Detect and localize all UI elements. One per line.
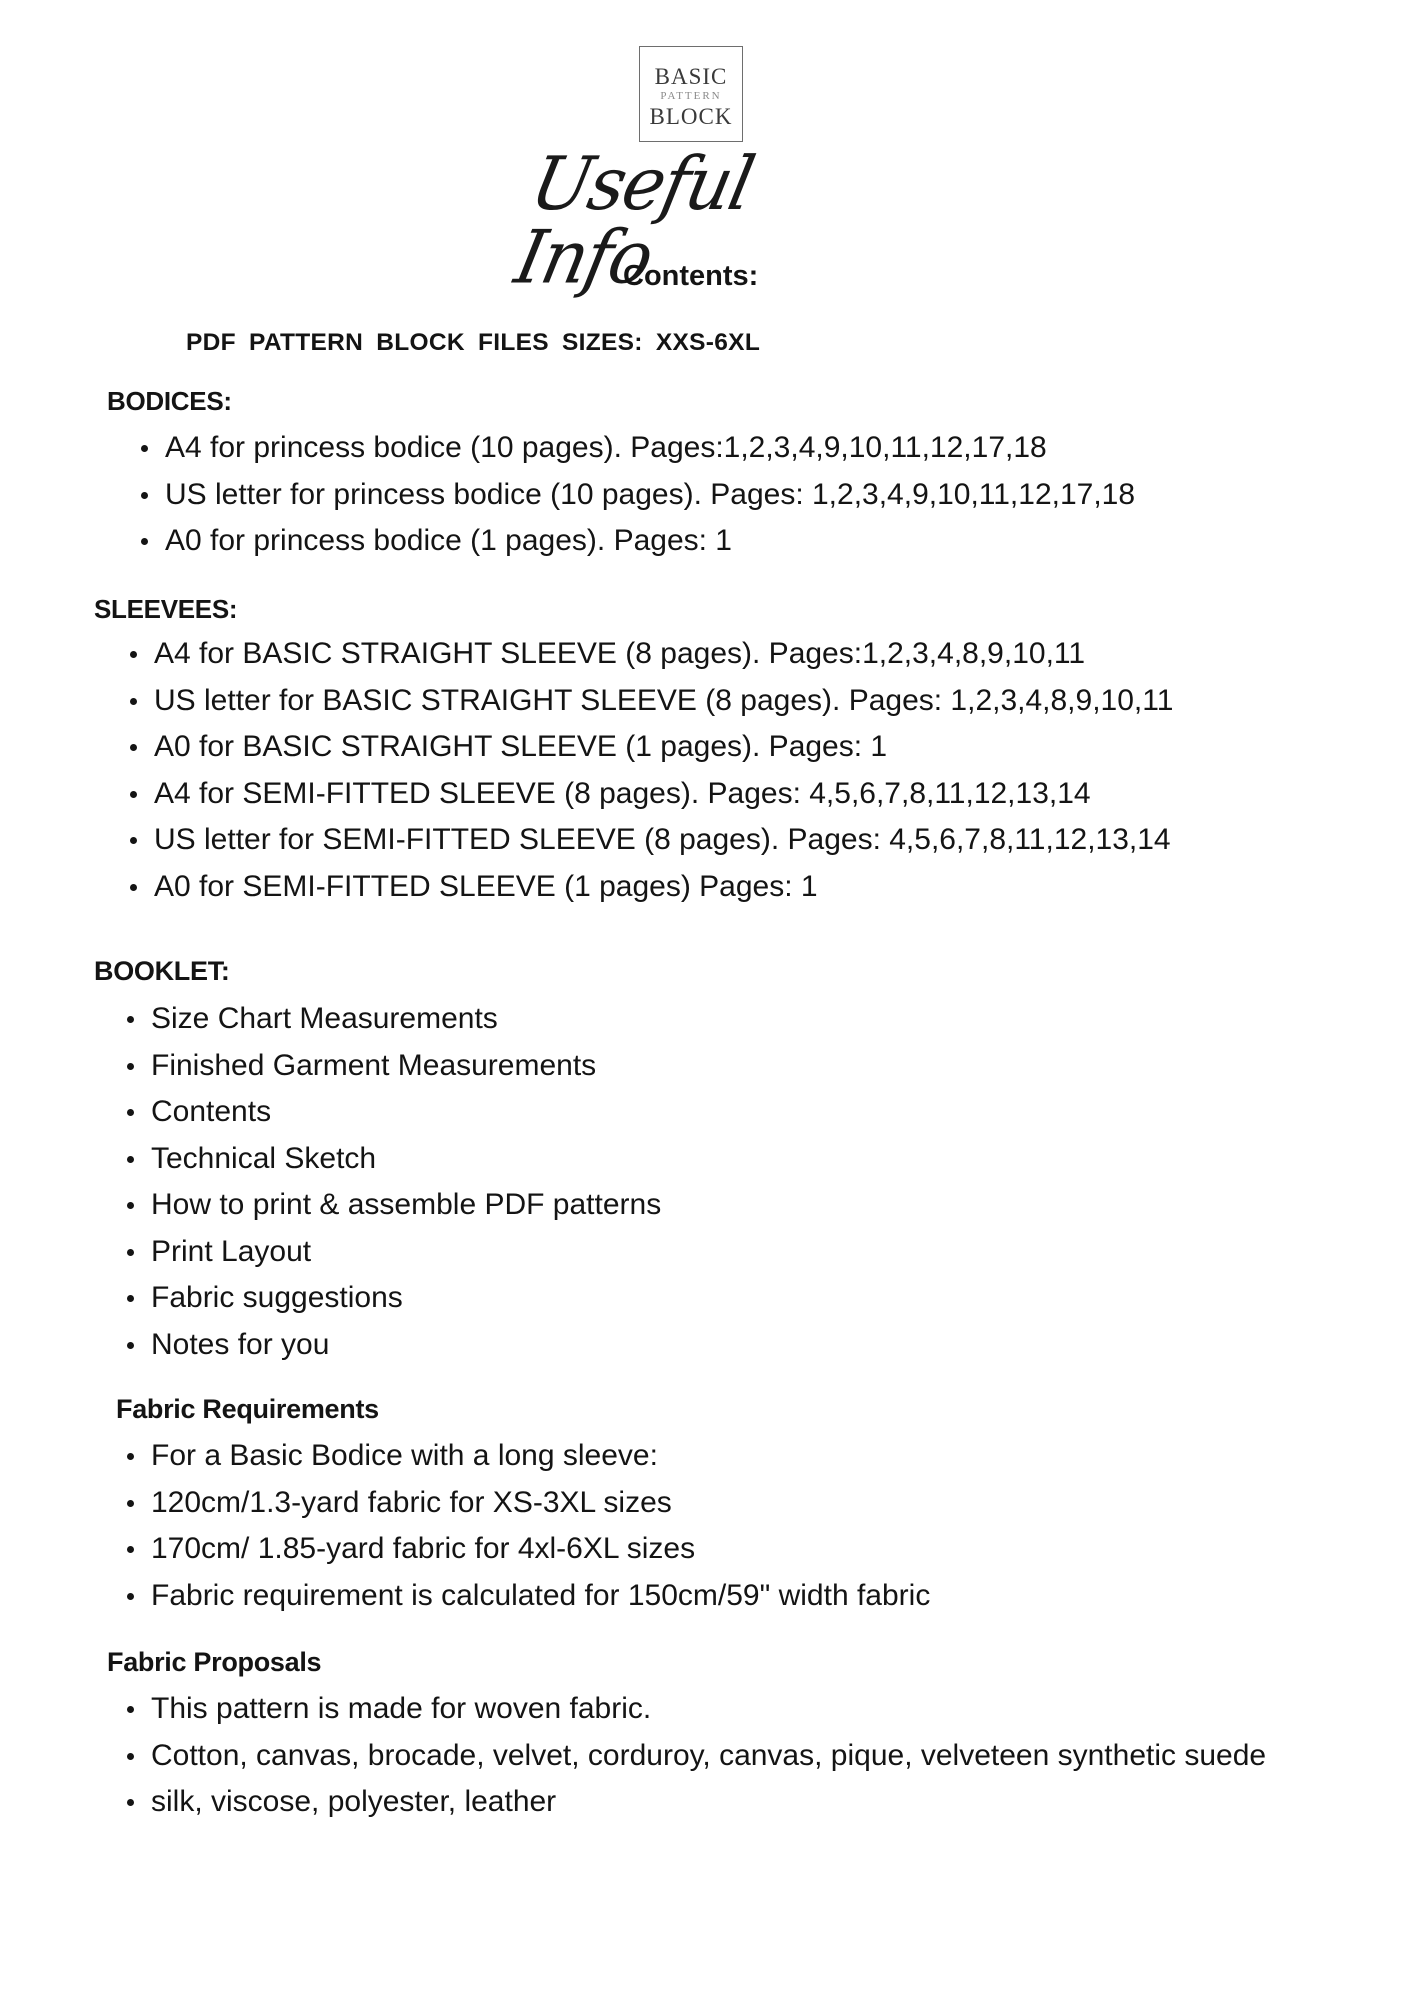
list-item: US letter for BASIC STRAIGHT SLEEVE (8 pages). Pages: 1,2,3,4,8,9,10,11 bbox=[154, 678, 1173, 725]
list-item: Size Chart Measurements bbox=[151, 996, 661, 1043]
logo-line-pattern: PATTERN bbox=[660, 90, 722, 102]
list-item: A4 for SEMI-FITTED SLEEVE (8 pages). Pages: 4,5,6,7,8,11,12,13,14 bbox=[154, 771, 1173, 818]
fabric-proposals-list bbox=[151, 1686, 1276, 1826]
list-item: Notes for you bbox=[151, 1322, 661, 1369]
list-item: Finished Garment Measurements bbox=[151, 1043, 661, 1090]
list-item: A4 for BASIC STRAIGHT SLEEVE (8 pages). Pages:1,2,3,4,8,9,10,11 bbox=[154, 631, 1173, 678]
list-item: Fabric requirement is calculated for 150cm/59" width fabric bbox=[151, 1573, 930, 1620]
list-item: A0 for princess bodice (1 pages). Pages: 1 bbox=[165, 518, 1135, 565]
section-heading-booklet: BOOKLET: bbox=[94, 956, 230, 986]
logo-line-block: BLOCK bbox=[649, 104, 733, 129]
list-item: Print Layout bbox=[151, 1229, 661, 1276]
list-item: A0 for SEMI-FITTED SLEEVE (1 pages) Pages: 1 bbox=[154, 864, 1173, 911]
section-heading-sleeves: SLEEVEES: bbox=[94, 594, 238, 624]
section-heading-bodices: BODICES: bbox=[107, 386, 232, 416]
script-title: Useful Info bbox=[508, 140, 760, 301]
list-item: Technical Sketch bbox=[151, 1136, 661, 1183]
list-item: How to print & assemble PDF patterns bbox=[151, 1182, 661, 1229]
fabric-requirements-list bbox=[151, 1433, 930, 1619]
list-item: A4 for princess bodice (10 pages). Pages:1,2,3,4,9,10,11,12,17,18 bbox=[165, 425, 1135, 472]
bodices-list bbox=[165, 425, 1135, 565]
list-item: Contents bbox=[151, 1089, 661, 1136]
list-item: US letter for SEMI-FITTED SLEEVE (8 pages). Pages: 4,5,6,7,8,11,12,13,14 bbox=[154, 817, 1173, 864]
list-item: 170cm/ 1.85-yard fabric for 4xl-6XL sizes bbox=[151, 1526, 930, 1573]
sleeves-list bbox=[154, 631, 1173, 910]
section-heading-fabric-requirements: Fabric Requirements bbox=[116, 1394, 379, 1424]
list-item: Cotton, canvas, brocade, velvet, corduroy, canvas, pique, velveteen synthetic suede bbox=[151, 1733, 1276, 1780]
page-title: Contents: bbox=[623, 260, 759, 292]
booklet-list bbox=[151, 996, 661, 1368]
brand-logo bbox=[639, 46, 743, 142]
list-item: silk, viscose, polyester, leather bbox=[151, 1779, 1276, 1826]
section-heading-fabric-proposals: Fabric Proposals bbox=[107, 1647, 322, 1677]
list-item: A0 for BASIC STRAIGHT SLEEVE (1 pages). Pages: 1 bbox=[154, 724, 1173, 771]
page-subtitle: PDF PATTERN BLOCK FILES SIZES: XXS-6XL bbox=[186, 329, 761, 356]
list-item: Fabric suggestions bbox=[151, 1275, 661, 1322]
list-item: US letter for princess bodice (10 pages). Pages: 1,2,3,4,9,10,11,12,17,18 bbox=[165, 472, 1135, 519]
list-item: This pattern is made for woven fabric. bbox=[151, 1686, 1276, 1733]
list-item: For a Basic Bodice with a long sleeve: bbox=[151, 1433, 930, 1480]
logo-line-basic: BASIC bbox=[654, 64, 728, 89]
list-item: 120cm/1.3-yard fabric for XS-3XL sizes bbox=[151, 1480, 930, 1527]
